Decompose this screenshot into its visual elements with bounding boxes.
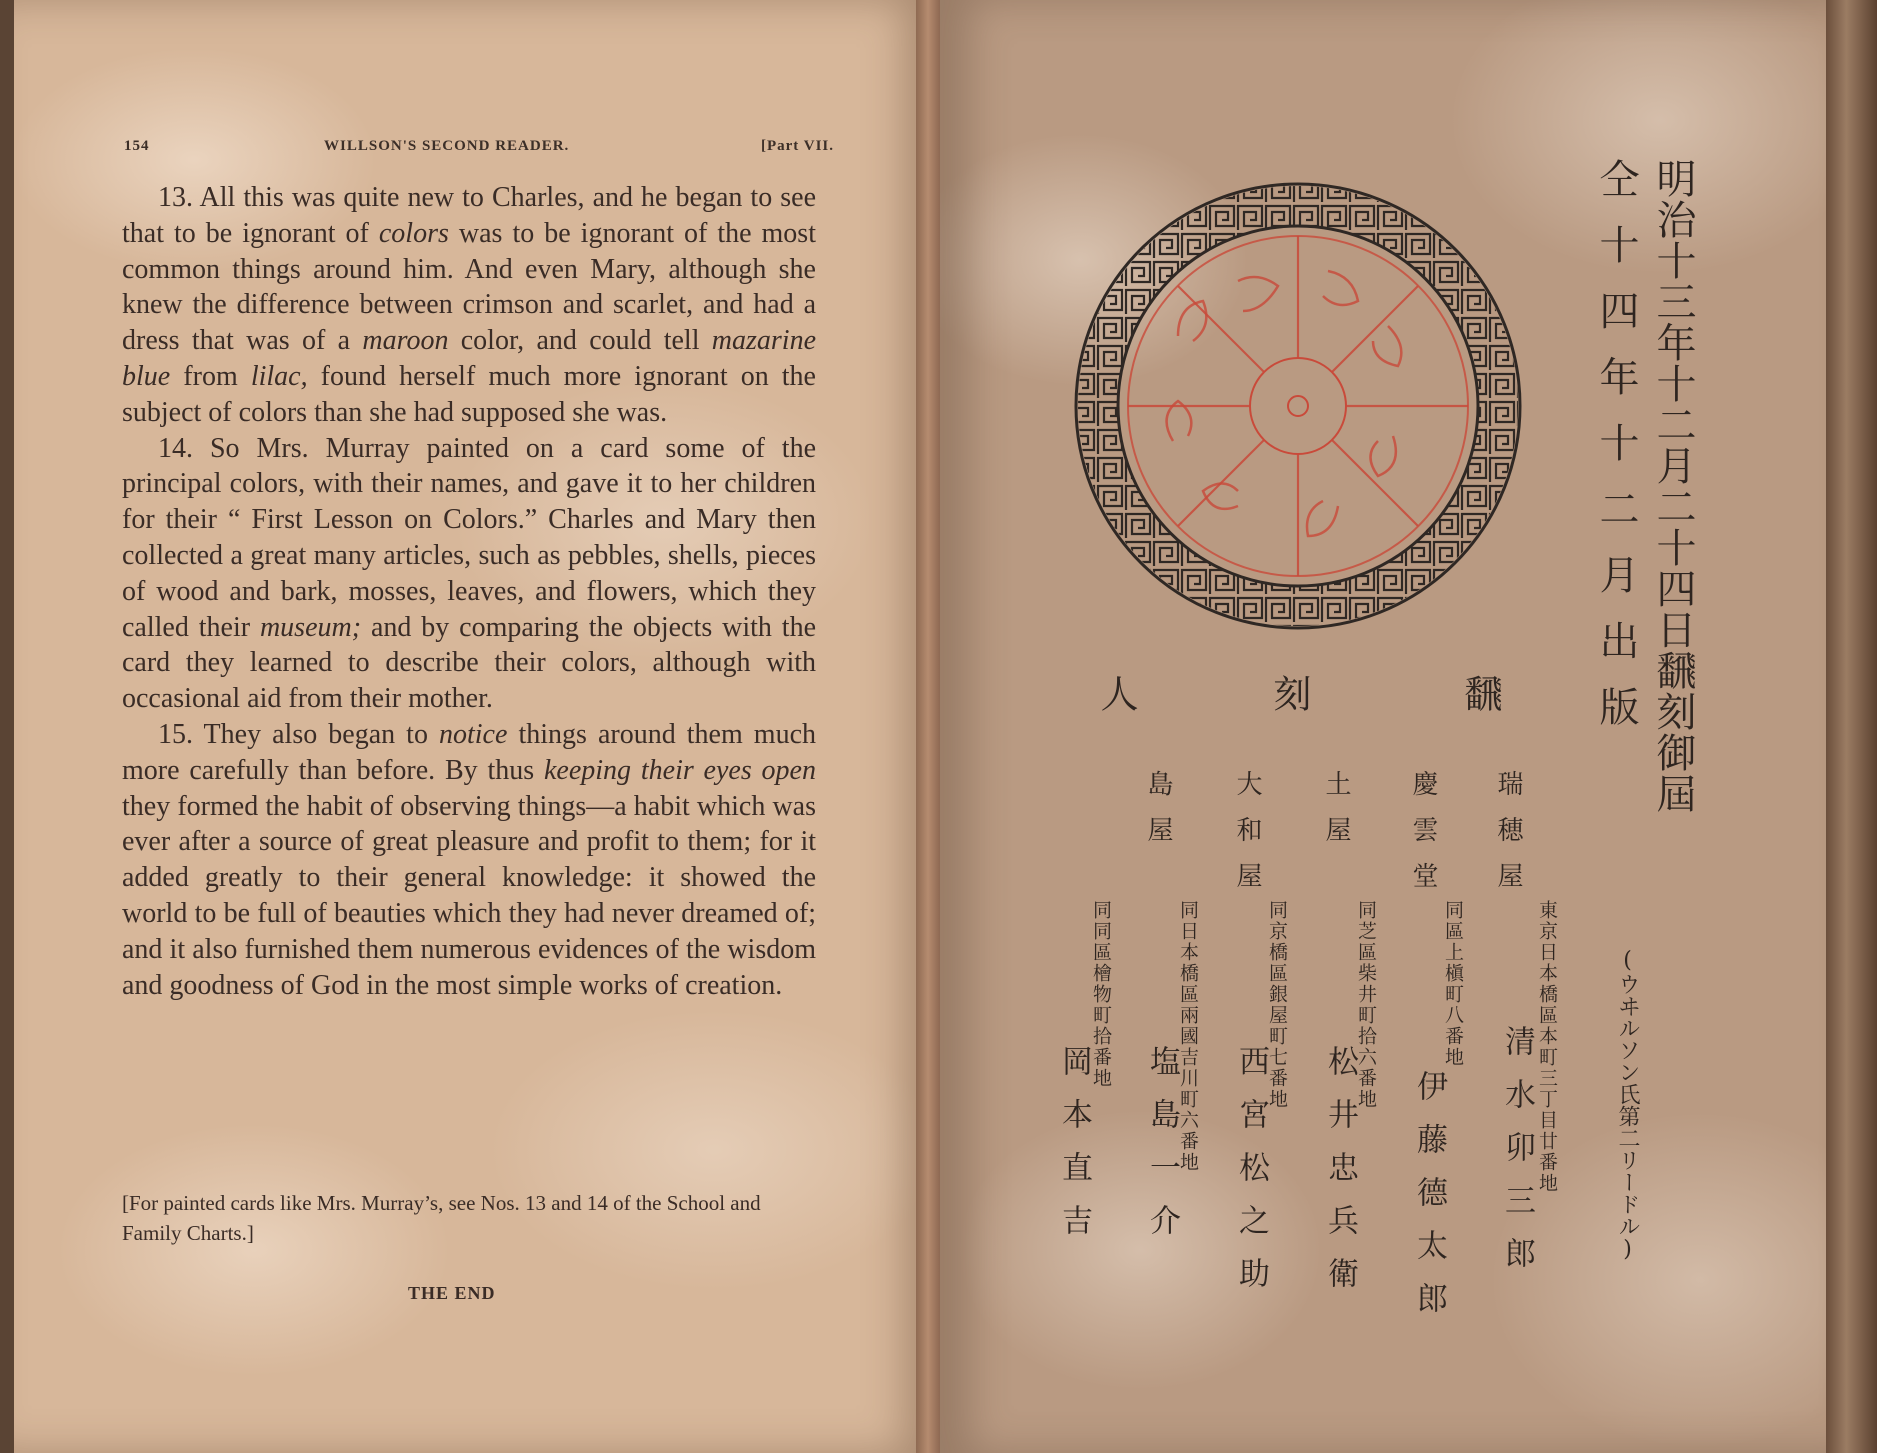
paragraph-15: 15. They also began to notice things around them much more carefully than before. By thus keeping their eyes open they formed the habit of observing things—a habit which was ever after a source of great pleasure and profit to them; for it added greatly to their general knowledge: it showed the world to be full of beauties which they had never dreamed of; and it also furnished them numerous evidences of the wisdom and goodness of God in the most simple works of creation. [122,718,817,1001]
end-mark: THE END [408,1283,496,1303]
seal-graphic [1068,176,1528,636]
paragraph-13: 13. All this was quite new to Charles, and he began to see that to be ignorant of colors was to be ignorant of the most common things around him. And even Mary, although she knew the difference between crimson and scarlet, and had a dress that was of a maroon color, and could tell mazarine blue from lilac, found herself much more ignorant on the subject of colors than she had supposed she was. [122,182,817,428]
date-line-1: 明治十三年十二月二十四日飜刻御屆 [1650,158,1696,814]
publisher-person: 清水卯三郎 [1499,1025,1535,1290]
running-head [124,138,834,162]
paragraph-14: 14. So Mrs. Murray painted on a card some of the principal colors, with their names, and gave it to her children for their “ First Lesson on Colors.” Charles and Mary then collected a great many articles, such as pebbles, shells, pieces of wood and bark, mosses, leaves, and flowers, which they called their museum; and by comparing the objects with the card they learned to describe their colors, although with occasional aid from their mother. [122,432,816,715]
publisher-address: 同區上槇町八番地 [1442,900,1464,1068]
footnote: [For painted cards like Mrs. Murray’s, see Nos. 13 and 14 of the School and Family Charts.] [122,1191,761,1245]
heading-char-3: 人 [1094,674,1138,712]
publisher-house: 慶雲堂 [1408,770,1438,908]
date-line-2: 仝十四年十二月出版 [1593,158,1639,752]
seal [1068,176,1528,636]
cover-board-edge [1826,0,1877,1453]
page-number: 154 [124,138,150,154]
publisher-person: 塩島一介 [1144,1045,1180,1257]
publisher-address: 同芝區柴井町拾六番地 [1355,900,1377,1110]
running-title: WILLSON'S SECOND READER. [324,138,570,154]
publisher-house: 大和屋 [1232,770,1262,908]
publisher-address: 同同區檜物町拾番地 [1090,900,1112,1089]
publisher-person: 伊藤德太郎 [1411,1070,1447,1335]
publisher-person: 西宮松之助 [1233,1045,1269,1310]
part-label: [Part VII. [760,138,834,154]
publisher-address: 同日本橋區兩國吉川町六番地 [1177,900,1199,1173]
book-subtitle: (ウヰルソン氏第二リードル) [1615,948,1640,1262]
publisher-person: 岡本直吉 [1056,1045,1092,1257]
publisher-house: 土屋 [1321,770,1351,862]
publisher-address: 東京日本橋區本町三丁目廿番地 [1536,900,1558,1194]
publisher-house: 島屋 [1143,770,1173,862]
publisher-house: 瑞穂屋 [1493,770,1523,908]
body-text [122,180,816,1003]
publisher-address: 同京橋區銀屋町七番地 [1266,900,1288,1110]
publisher-person: 松井忠兵衛 [1322,1045,1358,1310]
heading-char-2: 刻 [1267,674,1311,712]
heading-char-1: 飜 [1458,674,1502,712]
